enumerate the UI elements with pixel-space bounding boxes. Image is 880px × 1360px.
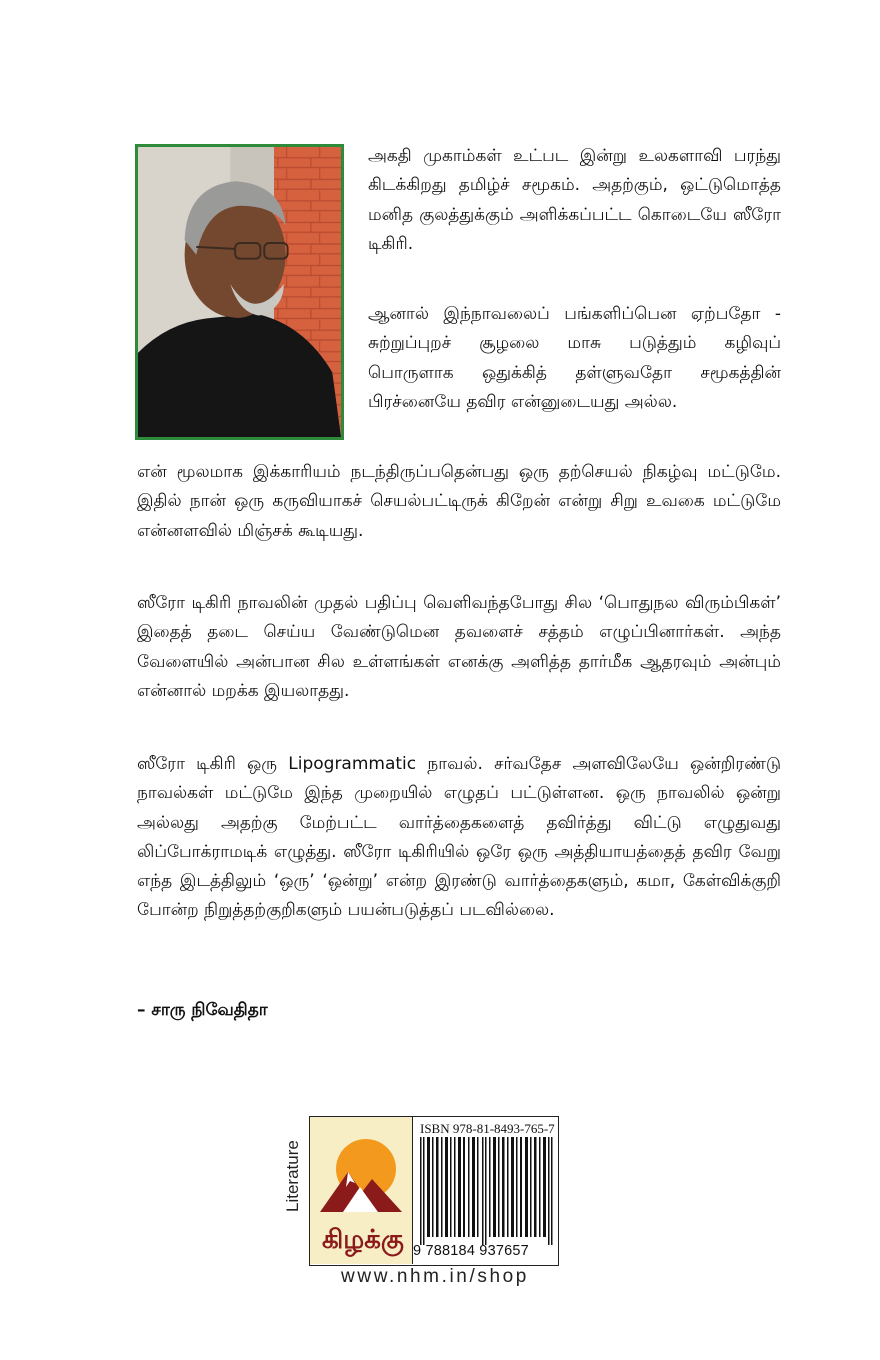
blurb-paragraph-4: ஸீரோ டிகிரி நாவலின் முதல் பதிப்பு வெளிவந்தபோது சில ‘பொதுநல விரும்பிகள்’ இதைத் தடை செய்ய வேண்டுமென தவளைச் சத்தம் எழுப்பினார்கள். அந்த வேளையில் அன்பான சில உள்ளங்கள் எனக்கு அளித்த தார்மீக ஆதரவும் அன்பும் என்னால் மறக்க இயலாதது. [137,593,781,701]
barcode-number: 9 788184 937657 [413,1243,529,1259]
publisher-logo-text: கிழக்கு [322,1225,404,1255]
author-photo [135,144,344,440]
author-signature: – சாரு நிவேதிதா [137,1000,268,1020]
barcode-icon [418,1137,556,1245]
blurb-paragraph-1: அகதி முகாம்கள் உட்பட இன்று உலகளாவி பரந்து கிடக்கிறது தமிழ்ச் சமூகம். அதற்கும், ஒட்டுமொத்த மனித குலத்துக்கும் அளிக்கப்பட்ட கொடையே ஸீரோ டிகிரி. [368,146,781,254]
blurb-paragraph-2: ஆனால் இந்நாவலைப் பங்களிப்பென ஏற்பதோ - சுற்றுப்புறச் சூழலை மாசு படுத்தும் கழிவுப் பொருளாக ஒதுக்கித் தள்ளுவதோ சமூகத்தின் பிரச்னையே தவிர என்னுடையது அல்ல. [368,304,781,412]
publisher-website[interactable]: www.nhm.in/shop [341,1266,529,1287]
author-portrait-image [138,147,341,437]
isbn-label: ISBN 978-81-8493-765-7 [420,1121,555,1136]
sun-mountain-logo-icon [310,1117,410,1227]
isbn-barcode-block [309,1116,559,1266]
genre-label: Literature [283,1140,302,1212]
blurb-paragraph-5: ஸீரோ டிகிரி ஒரு Lipogrammatic நாவல். சர்வதேச அளவிலேயே ஒன்றிரண்டு நாவல்கள் மட்டுமே இந்த முறையில் எழுதப் பட்டுள்ளன. ஒரு நாவலில் ஒன்று அல்லது அதற்கு மேற்பட்ட வார்த்தைகளைத் தவிர்த்து விட்டு எழுதுவது லிப்போக்ராமடிக் எழுத்து. ஸீரோ டிகிரியில் ஒரே ஒரு அத்தியாயத்தைத் தவிர வேறு எந்த இடத்திலும் ‘ஒரு’ ‘ஒன்று’ என்ற இரண்டு வார்த்தைகளும், கமா, கேள்விக்குறி போன்ற நிறுத்தற்குறிகளும் பயன்படுத்தப் படவில்லை. [137,754,781,921]
blurb-paragraph-3: என் மூலமாக இக்காரியம் நடந்திருப்பதென்பது ஒரு தற்செயல் நிகழ்வு மட்டுமே. இதில் நான் ஒரு கருவியாகச் செயல்பட்டிருக் கிறேன் என்று சிறு உவகை மட்டுமே என்னளவில் மிஞ்சக் கூடியது. [137,462,781,541]
publisher-logo [310,1117,413,1264]
